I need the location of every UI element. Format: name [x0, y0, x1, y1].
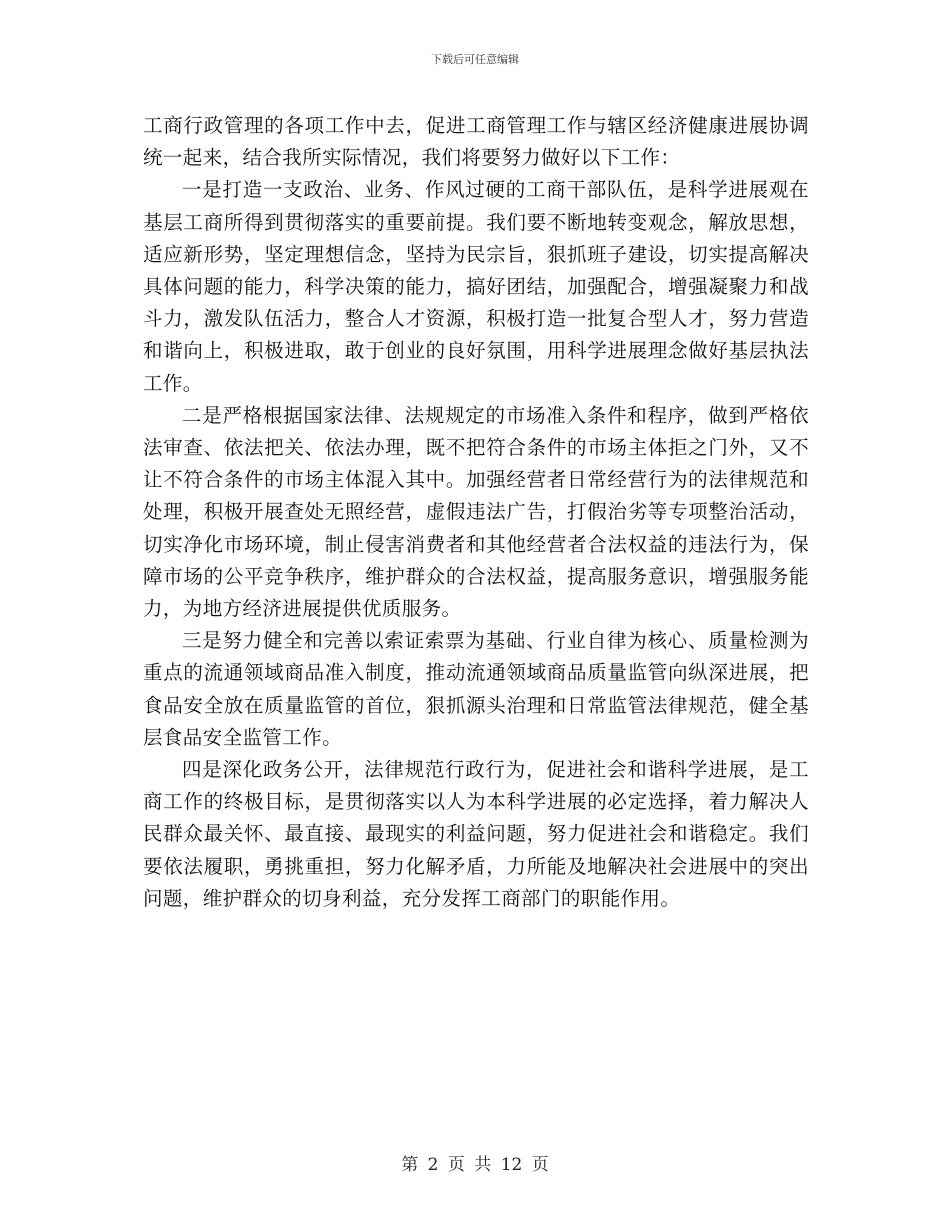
page-number-footer: 第 2 页 共 12 页: [401, 1155, 549, 1175]
document-body: [143, 110, 809, 915]
paragraph-1: 工商行政管理的各项工作中去，促进工商管理工作与辖区经济健康进展协调统一起来，结合我所实际情况，我们将要努力做好以下工作：: [143, 114, 809, 170]
paragraph-5: 四是深化政务公开，法律规范行政行为，促进社会和谐科学进展，是工商工作的终极目标，是贯彻落实以人为本科学进展的必定选择，着力解决人民群众最关怀、最直接、最现实的利益问题，努力促进社会和谐稳定。我们要依法履职，勇挑重担，努力化解矛盾，力所能及地解决社会进展中的突出问题，维护群众的切身利益，充分发挥工商部门的职能作用。: [143, 758, 809, 910]
paragraph-2: 一是打造一支政治、业务、作风过硬的工商干部队伍，是科学进展观在基层工商所得到贯彻落实的重要前提。我们要不断地转变观念，解放思想，适应新形势，坚定理想信念，坚持为民宗旨，狠抓班子建设，切实提高解决具体问题的能力，科学决策的能力，搞好团结，加强配合，增强凝聚力和战斗力，激发队伍活力，整合人才资源，积极打造一批复合型人才，努力营造和谐向上，积极进取，敢于创业的良好氛围，用科学进展理念做好基层执法工作。: [143, 178, 809, 395]
paragraph-4: 三是努力健全和完善以索证索票为基础、行业自律为核心、质量检测为重点的流通领域商品准入制度，推动流通领域商品质量监管向纵深进展，把食品安全放在质量监管的首位，狠抓源头治理和日常监管法律规范，健全基层食品安全监管工作。: [143, 629, 809, 749]
paragraph-3: 二是严格根据国家法律、法规规定的市场准入条件和程序，做到严格依法审查、依法把关、依法办理，既不把符合条件的市场主体拒之门外，又不让不符合条件的市场主体混入其中。加强经营者日常经营行为的法律规范和处理，积极开展查处无照经营，虚假违法广告，打假治劣等专项整治活动，切实净化市场环境，制止侵害消费者和其他经营者合法权益的违法行为，保障市场的公平竞争秩序，维护群众的合法权益，提高服务意识，增强服务能力，为地方经济进展提供优质服务。: [143, 403, 809, 621]
page-header: 下载后可任意编辑: [431, 53, 519, 66]
